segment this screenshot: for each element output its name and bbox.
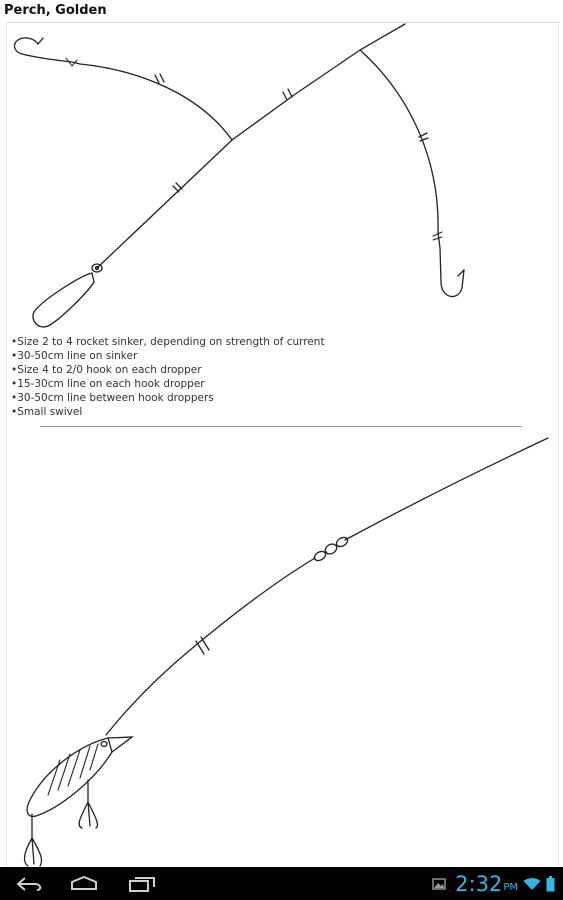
rig-note: • 30-50cm line on sinker — [11, 349, 325, 363]
back-arrow-icon — [15, 875, 45, 893]
clock — [455, 872, 518, 896]
treble-hook-tail — [25, 814, 42, 866]
battery-icon — [546, 876, 555, 892]
home-icon — [68, 875, 100, 893]
lure-body — [27, 738, 112, 816]
recent-apps-button[interactable] — [122, 871, 162, 897]
clock-ampm: PM — [503, 882, 518, 893]
wifi-icon — [523, 877, 541, 891]
rig-note: • 15-30cm line on each hook dropper — [11, 377, 325, 391]
rig-note: • 30-50cm line between hook droppers — [11, 391, 325, 405]
page-title: Perch, Golden — [4, 3, 107, 18]
main-line-lower — [106, 558, 315, 735]
back-button[interactable] — [10, 871, 50, 897]
system-navigation-bar — [0, 867, 563, 900]
recent-apps-icon — [127, 875, 157, 893]
rig-note: • Size 2 to 4 rocket sinker, depending on strength of current — [11, 335, 325, 349]
status-area[interactable] — [427, 867, 555, 900]
home-button[interactable] — [64, 871, 104, 897]
clock-time: 2:32 — [455, 871, 503, 896]
main-line-upper — [345, 438, 548, 540]
rig-note: • Size 4 to 2/0 hook on each dropper — [11, 363, 325, 377]
gallery-notification-icon[interactable] — [432, 878, 446, 890]
rig-note: • Small swivel — [11, 405, 325, 419]
